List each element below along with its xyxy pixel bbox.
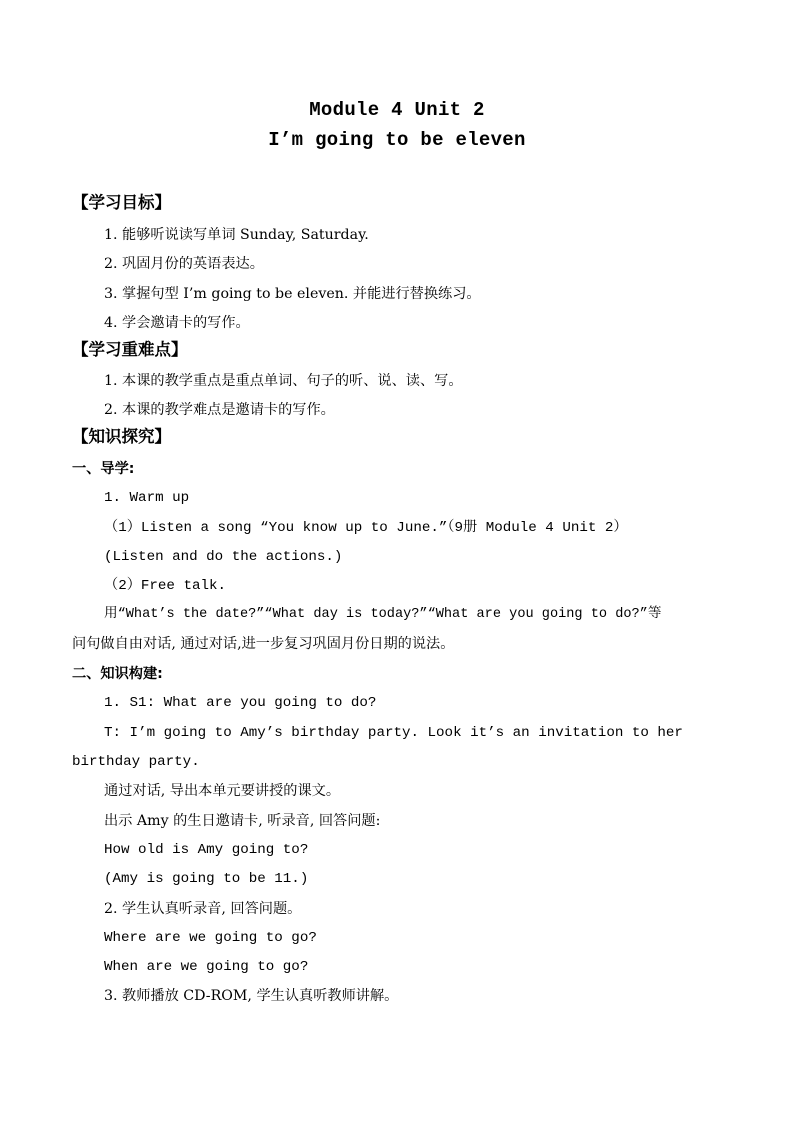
part1-line: (Listen and do the actions.) — [104, 549, 343, 565]
key-points-heading: 【学习重难点】 — [72, 340, 188, 359]
document-title: Module 4 Unit 2 — [309, 99, 485, 121]
part2-line: 3. 教师播放 CD-ROM, 学生认真听教师讲解。 — [104, 988, 399, 1004]
part1-line: （1）Listen a song “You know up to June.”（9册 Module 4 Unit 2） — [104, 520, 628, 536]
part2-line: T: I’m going to Amy’s birthday party. Look it’s an invitation to her — [104, 725, 683, 741]
part2-line: (Amy is going to be 11.) — [104, 871, 309, 887]
part1-heading: 一、导学: — [72, 461, 135, 477]
part2-line: How old is Amy going to? — [104, 842, 309, 858]
objectives-heading: 【学习目标】 — [72, 193, 171, 212]
part2-line: When are we going to go? — [104, 959, 309, 975]
part1-line: 1. Warm up — [104, 490, 190, 506]
part2-line: 2. 学生认真听录音, 回答问题。 — [104, 901, 302, 917]
part2-line: birthday party. — [72, 754, 200, 770]
objective-item: 4. 学会邀请卡的写作。 — [104, 315, 250, 331]
part1-line: （2）Free talk. — [104, 578, 227, 594]
part1-line: 用“What’s the date?”“What day is today?”“What are you going to do?”等 — [104, 607, 662, 622]
part2-line: 出示 Amy 的生日邀请卡, 听录音, 回答问题: — [104, 813, 381, 829]
exploration-heading: 【知识探究】 — [72, 427, 171, 446]
key-point-item: 1. 本课的教学重点是重点单词、句子的听、说、读、写。 — [104, 373, 463, 389]
objective-item: 3. 掌握句型 I’m going to be eleven. 并能进行替换练习。 — [104, 286, 481, 302]
document-subtitle: I’m going to be eleven — [268, 129, 526, 151]
part2-heading: 二、知识构建: — [72, 666, 163, 682]
objective-item: 2. 巩固月份的英语表达。 — [104, 256, 264, 272]
part2-line: Where are we going to go? — [104, 930, 317, 946]
part2-line: 通过对话, 导出本单元要讲授的课文。 — [104, 783, 341, 799]
part1-line: 问句做自由对话, 通过对话,进一步复习巩固月份日期的说法。 — [72, 636, 455, 652]
objective-item: 1. 能够听说读写单词 Sunday, Saturday. — [104, 227, 369, 243]
part2-line: 1. S1: What are you going to do? — [104, 695, 377, 711]
key-point-item: 2. 本课的教学难点是邀请卡的写作。 — [104, 402, 335, 418]
